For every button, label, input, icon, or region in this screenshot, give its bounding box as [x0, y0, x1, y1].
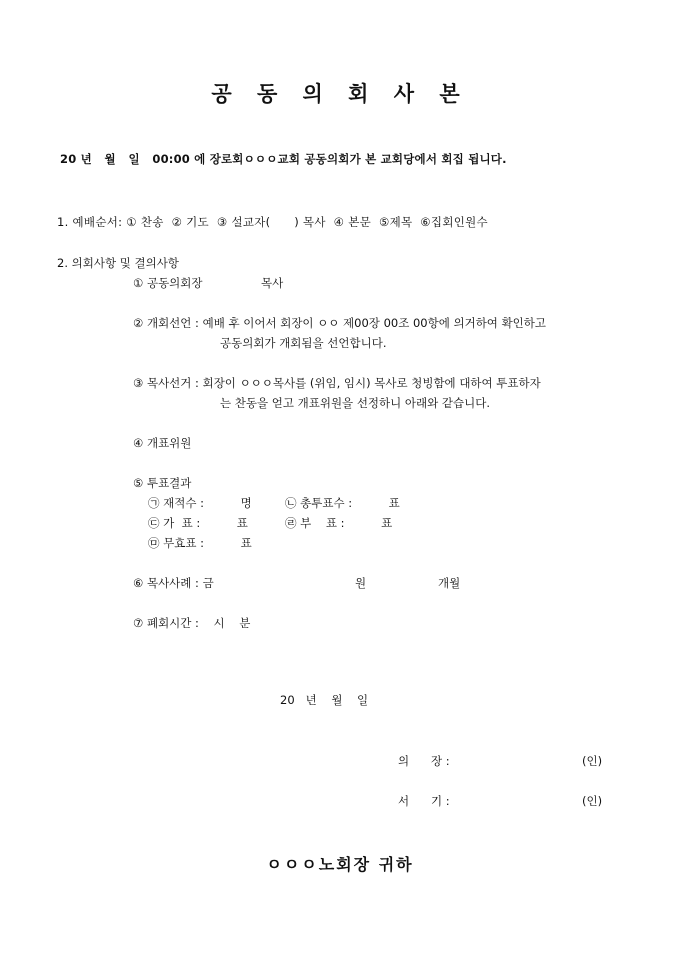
- result-invalid: ㉤ 무효표 : 표: [148, 536, 252, 550]
- opening-line-2: 공동의회가 개회됨을 선언합니다.: [220, 336, 387, 350]
- election-line-1: ③ 목사선거 : 회장이 ㅇㅇㅇ목사를 (위임, 임시) 목사로 청빙함에 대하여 투표하자: [133, 376, 541, 390]
- result-enrolled: ㉠ 재적수 : 명: [148, 496, 252, 510]
- clerk-signature-label: 서 기 :: [398, 794, 450, 808]
- opening-line-1: ② 개회선언 : 예배 후 이어서 회장이 ㅇㅇ 제00장 00조 00항에 의거하여 확인하고: [133, 316, 546, 330]
- worship-order: 1. 예배순서: ① 찬송 ② 기도 ③ 설교자( ) 목사 ④ 본문 ⑤제목 ⑥집회인원수: [57, 215, 488, 229]
- salary-months: 개월: [438, 576, 461, 590]
- result-heading: ⑤ 투표결과: [133, 476, 192, 490]
- result-total-votes: ㉡ 총투표수 : 표: [285, 496, 400, 510]
- clerk-seal: (인): [582, 794, 603, 808]
- election-line-2: 는 찬동을 얻고 개표위원을 선정하니 아래와 같습니다.: [220, 396, 490, 410]
- salary-won: 원: [355, 576, 367, 590]
- recipient-line: ㅇㅇㅇ노회장 귀하: [266, 855, 414, 874]
- salary-label: ⑥ 목사사례 : 금: [133, 576, 214, 590]
- agenda-heading: 2. 의회사항 및 결의사항: [57, 256, 179, 270]
- chair-seal: (인): [582, 754, 603, 768]
- chair-item: ① 공동의회장 목사: [133, 276, 284, 290]
- tellers-item: ④ 개표위원: [133, 436, 192, 450]
- document-title: 공 동 의 회 사 본: [211, 81, 469, 106]
- signing-date: 20 년 월 일: [280, 693, 369, 707]
- meeting-notice: 20 년 월 일 00:00 에 장로회ㅇㅇㅇ교회 공동의회가 본 교회당에서 회집 됩니다.: [60, 152, 507, 166]
- result-no: ㉣ 부 표 : 표: [285, 516, 393, 530]
- chair-signature-label: 의 장 :: [398, 754, 450, 768]
- result-yes: ㉢ 가 표 : 표: [148, 516, 248, 530]
- closing-time: ⑦ 폐회시간 : 시 분: [133, 616, 251, 630]
